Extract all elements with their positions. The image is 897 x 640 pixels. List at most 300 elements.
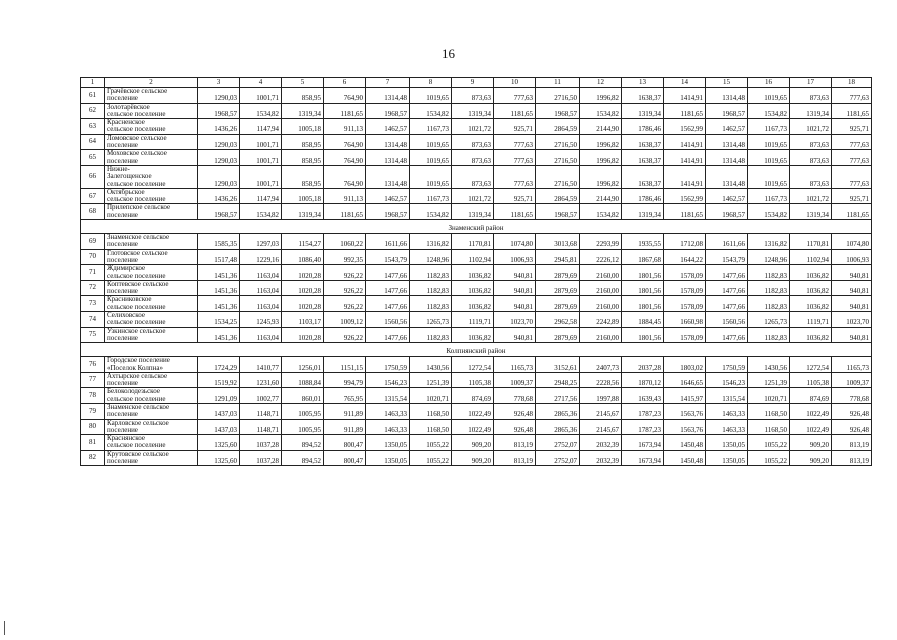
column-number-row — [81, 78, 872, 88]
tariff-value: 926,22 — [324, 327, 366, 343]
settlement-name-line: Грачёвское сельское — [107, 87, 168, 95]
column-header: 9 — [452, 78, 494, 88]
tariff-value: 1019,65 — [748, 134, 790, 150]
settlement-name — [105, 357, 198, 373]
row-number: 67 — [81, 188, 105, 204]
settlement-name-line: поселение — [107, 425, 138, 434]
tariff-value: 2160,00 — [580, 280, 622, 296]
tariff-value: 1319,34 — [282, 103, 324, 119]
table-row — [81, 450, 872, 466]
tariff-value: 894,52 — [282, 450, 324, 466]
tariff-value: 1646,65 — [664, 372, 706, 388]
tariff-value: 1534,82 — [748, 103, 790, 119]
column-header: 1 — [81, 78, 105, 88]
settlement-name-line: «Поселок Колпна» — [107, 363, 163, 372]
tariff-value: 1231,60 — [240, 372, 282, 388]
tariff-value: 1009,12 — [324, 312, 366, 328]
tariff-value: 1181,65 — [494, 103, 536, 119]
tariff-value: 1319,34 — [790, 204, 832, 220]
tariff-value: 764,90 — [324, 165, 366, 188]
settlement-name-line: сельское поселение — [107, 179, 166, 188]
tariff-value: 1245,93 — [240, 312, 282, 328]
row-number: 75 — [81, 327, 105, 343]
tariff-value: 1019,65 — [748, 88, 790, 104]
table-row — [81, 388, 872, 404]
tariff-value: 1477,66 — [366, 296, 410, 312]
table-row — [81, 265, 872, 281]
tariff-value: 1086,40 — [282, 249, 324, 265]
tariff-table — [80, 77, 872, 466]
tariff-value: 1451,36 — [198, 265, 240, 281]
tariff-value: 1181,65 — [494, 204, 536, 220]
tariff-value: 1256,01 — [282, 357, 324, 373]
tariff-value: 1477,66 — [366, 327, 410, 343]
tariff-value: 1102,94 — [452, 249, 494, 265]
tariff-value: 1517,48 — [198, 249, 240, 265]
tariff-value: 1543,79 — [366, 249, 410, 265]
tariff-value: 1105,38 — [452, 372, 494, 388]
tariff-value: 1996,82 — [580, 88, 622, 104]
column-header: 16 — [748, 78, 790, 88]
tariff-value: 1578,09 — [664, 327, 706, 343]
tariff-value: 1543,79 — [706, 249, 748, 265]
tariff-value: 777,63 — [832, 134, 872, 150]
settlement-name-line: поселение — [107, 94, 138, 103]
tariff-value: 777,63 — [832, 150, 872, 166]
tariff-value: 1786,46 — [622, 188, 664, 204]
tariff-value: 777,63 — [832, 165, 872, 188]
column-header: 3 — [198, 78, 240, 88]
tariff-value: 1801,56 — [622, 296, 664, 312]
tariff-value: 1151,15 — [324, 357, 366, 373]
tariff-value: 1182,83 — [410, 327, 452, 343]
tariff-value: 2144,90 — [580, 119, 622, 135]
tariff-value: 858,95 — [282, 88, 324, 104]
tariff-value: 1001,71 — [240, 165, 282, 188]
tariff-value: 1272,54 — [790, 357, 832, 373]
tariff-value: 1325,60 — [198, 450, 240, 466]
tariff-value: 2032,39 — [580, 450, 622, 466]
tariff-value: 940,81 — [494, 296, 536, 312]
tariff-value: 1005,95 — [282, 419, 324, 435]
settlement-name-line: Золотарёвское — [107, 103, 150, 111]
table-row — [81, 403, 872, 419]
tariff-value: 1001,71 — [240, 150, 282, 166]
row-number: 73 — [81, 296, 105, 312]
tariff-value: 1314,48 — [366, 88, 410, 104]
tariff-value: 1968,57 — [536, 204, 580, 220]
tariff-value: 860,01 — [282, 388, 324, 404]
tariff-value: 1462,57 — [706, 119, 748, 135]
tariff-value: 2160,00 — [580, 296, 622, 312]
tariff-value: 1021,72 — [452, 119, 494, 135]
tariff-value: 873,63 — [790, 150, 832, 166]
tariff-value: 2716,50 — [536, 165, 580, 188]
tariff-value: 1314,48 — [366, 150, 410, 166]
column-header: 18 — [832, 78, 872, 88]
row-number: 71 — [81, 265, 105, 281]
tariff-value: 1477,66 — [366, 280, 410, 296]
tariff-value: 1037,28 — [240, 450, 282, 466]
tariff-value: 1036,82 — [452, 280, 494, 296]
settlement-name-line: сельское поселение — [107, 271, 166, 280]
row-number: 63 — [81, 119, 105, 135]
tariff-value: 1430,56 — [410, 357, 452, 373]
row-number: 80 — [81, 419, 105, 435]
column-header: 7 — [366, 78, 410, 88]
table-row — [81, 188, 872, 204]
tariff-value: 813,19 — [494, 450, 536, 466]
tariff-value: 1019,65 — [748, 165, 790, 188]
tariff-value: 1036,82 — [452, 265, 494, 281]
tariff-value: 1350,05 — [706, 435, 748, 451]
tariff-value: 1462,57 — [366, 119, 410, 135]
tariff-value: 1290,03 — [198, 150, 240, 166]
tariff-value: 1165,73 — [832, 357, 872, 373]
row-number: 62 — [81, 103, 105, 119]
tariff-value: 1724,29 — [198, 357, 240, 373]
settlement-name — [105, 150, 198, 166]
row-number: 72 — [81, 280, 105, 296]
tariff-value: 926,22 — [324, 296, 366, 312]
tariff-value: 1867,68 — [622, 249, 664, 265]
tariff-value: 858,95 — [282, 134, 324, 150]
tariff-value: 1105,38 — [790, 372, 832, 388]
row-number: 64 — [81, 134, 105, 150]
settlement-name-line: Коптевское сельское — [107, 280, 169, 288]
settlement-name-line: поселение — [107, 457, 138, 466]
tariff-value: 1319,34 — [622, 204, 664, 220]
tariff-value: 1611,66 — [706, 234, 748, 250]
tariff-value: 1147,94 — [240, 188, 282, 204]
column-header: 14 — [664, 78, 706, 88]
row-number: 69 — [81, 234, 105, 250]
tariff-value: 2716,50 — [536, 150, 580, 166]
tariff-value: 1997,88 — [580, 388, 622, 404]
tariff-value: 2752,07 — [536, 435, 580, 451]
district-heading: Колпнянский район — [81, 343, 872, 357]
tariff-value: 1290,03 — [198, 88, 240, 104]
tariff-value: 1168,50 — [748, 403, 790, 419]
tariff-value: 873,63 — [790, 88, 832, 104]
settlement-name — [105, 296, 198, 312]
tariff-value: 2879,69 — [536, 327, 580, 343]
settlement-name-line: сельское поселение — [107, 125, 166, 134]
tariff-value: 1534,82 — [240, 204, 282, 220]
tariff-value: 1005,18 — [282, 188, 324, 204]
tariff-value: 1534,25 — [198, 312, 240, 328]
district-heading-row — [81, 343, 872, 357]
tariff-value: 1477,66 — [706, 265, 748, 281]
settlement-name-line: поселение — [107, 287, 138, 296]
table-row — [81, 150, 872, 166]
tariff-value: 1036,82 — [452, 327, 494, 343]
settlement-name — [105, 249, 198, 265]
tariff-value: 1265,73 — [748, 312, 790, 328]
tariff-value: 873,63 — [452, 150, 494, 166]
tariff-value: 1170,81 — [452, 234, 494, 250]
tariff-value: 2716,50 — [536, 134, 580, 150]
tariff-value: 911,89 — [324, 419, 366, 435]
tariff-value: 1463,33 — [366, 419, 410, 435]
tariff-value: 1314,48 — [366, 165, 410, 188]
table-row — [81, 119, 872, 135]
tariff-value: 1290,03 — [198, 165, 240, 188]
table-row — [81, 327, 872, 343]
tariff-value: 1801,56 — [622, 327, 664, 343]
tariff-value: 1437,03 — [198, 419, 240, 435]
tariff-value: 2293,99 — [580, 234, 622, 250]
tariff-value: 1585,35 — [198, 234, 240, 250]
tariff-value: 1181,65 — [324, 204, 366, 220]
settlement-name — [105, 103, 198, 119]
tariff-value: 1968,57 — [536, 103, 580, 119]
settlement-name-line: Моховское сельское — [107, 149, 167, 158]
settlement-name-line: Селиховское — [107, 311, 145, 320]
tariff-value: 2879,69 — [536, 296, 580, 312]
tariff-value: 2160,00 — [580, 327, 622, 343]
tariff-value: 800,47 — [324, 450, 366, 466]
tariff-value: 1414,91 — [664, 88, 706, 104]
tariff-value: 858,95 — [282, 150, 324, 166]
tariff-value: 909,20 — [790, 450, 832, 466]
tariff-value: 1638,37 — [622, 88, 664, 104]
settlement-name — [105, 419, 198, 435]
tariff-value: 1638,37 — [622, 134, 664, 150]
tariff-value: 1229,16 — [240, 249, 282, 265]
tariff-value: 874,69 — [790, 388, 832, 404]
tariff-value: 1182,83 — [748, 265, 790, 281]
tariff-value: 1562,99 — [664, 119, 706, 135]
tariff-value: 1319,34 — [452, 204, 494, 220]
tariff-value: 1611,66 — [366, 234, 410, 250]
row-number: 61 — [81, 88, 105, 104]
tariff-value: 2144,90 — [580, 188, 622, 204]
tariff-value: 1001,71 — [240, 134, 282, 150]
tariff-value: 1248,96 — [748, 249, 790, 265]
tariff-value: 925,71 — [494, 188, 536, 204]
tariff-value: 1009,37 — [832, 372, 872, 388]
tariff-value: 1170,81 — [790, 234, 832, 250]
tariff-value: 1314,48 — [706, 165, 748, 188]
tariff-value: 1410,77 — [240, 357, 282, 373]
tariff-value: 1578,09 — [664, 280, 706, 296]
settlement-name-line: Знаменское сельское — [107, 403, 170, 411]
column-header: 6 — [324, 78, 366, 88]
tariff-value: 1462,57 — [366, 188, 410, 204]
tariff-value: 1181,65 — [832, 103, 872, 119]
tariff-value: 1005,18 — [282, 119, 324, 135]
tariff-value: 925,71 — [494, 119, 536, 135]
tariff-value: 1463,33 — [366, 403, 410, 419]
tariff-value: 1560,56 — [366, 312, 410, 328]
settlement-name-line: поселение — [107, 379, 138, 388]
settlement-name-line: Красненское — [107, 118, 145, 127]
tariff-value: 1251,39 — [410, 372, 452, 388]
tariff-value: 1414,91 — [664, 150, 706, 166]
tariff-value: 1119,71 — [790, 312, 832, 328]
table-row — [81, 357, 872, 373]
settlement-name-line: Октябрьское — [107, 188, 145, 196]
tariff-value: 1060,22 — [324, 234, 366, 250]
tariff-value: 1119,71 — [452, 312, 494, 328]
tariff-value: 2032,39 — [580, 435, 622, 451]
row-number: 77 — [81, 372, 105, 388]
row-number: 74 — [81, 312, 105, 328]
settlement-name-line: сельское поселение — [107, 318, 166, 327]
tariff-value: 1167,73 — [748, 188, 790, 204]
tariff-value: 1021,72 — [790, 119, 832, 135]
settlement-name-line: Карловское сельское — [107, 419, 169, 427]
scan-edge-mark — [4, 621, 5, 635]
tariff-value: 1001,71 — [240, 88, 282, 104]
tariff-value: 2948,25 — [536, 372, 580, 388]
tariff-value: 1996,82 — [580, 134, 622, 150]
tariff-value: 1102,94 — [790, 249, 832, 265]
tariff-value: 2879,69 — [536, 265, 580, 281]
tariff-value: 1182,83 — [410, 265, 452, 281]
tariff-value: 1463,33 — [706, 403, 748, 419]
column-header: 5 — [282, 78, 324, 88]
tariff-value: 1022,49 — [452, 419, 494, 435]
settlement-name-line: поселение — [107, 141, 138, 150]
district-heading: Знаменский район — [81, 220, 872, 234]
settlement-name-line: Узкинское сельское — [107, 327, 166, 335]
tariff-value: 992,35 — [324, 249, 366, 265]
settlement-name — [105, 188, 198, 204]
tariff-value: 777,63 — [494, 88, 536, 104]
settlement-name — [105, 435, 198, 451]
tariff-value: 1319,34 — [622, 103, 664, 119]
tariff-value: 1477,66 — [706, 280, 748, 296]
settlement-name-line: Ломовское сельское — [107, 134, 167, 142]
tariff-value: 1022,49 — [452, 403, 494, 419]
tariff-value: 2865,36 — [536, 419, 580, 435]
tariff-value: 1451,36 — [198, 280, 240, 296]
tariff-value: 1436,26 — [198, 119, 240, 135]
tariff-value: 1560,56 — [706, 312, 748, 328]
tariff-value: 1019,65 — [410, 88, 452, 104]
tariff-value: 911,89 — [324, 403, 366, 419]
table-row — [81, 249, 872, 265]
tariff-value: 3013,68 — [536, 234, 580, 250]
settlement-name-line: сельское поселение — [107, 109, 166, 118]
column-header: 12 — [580, 78, 622, 88]
tariff-value: 1181,65 — [832, 204, 872, 220]
tariff-value: 1165,73 — [494, 357, 536, 373]
tariff-value: 813,19 — [832, 450, 872, 466]
tariff-value: 1021,72 — [452, 188, 494, 204]
tariff-value: 2228,56 — [580, 372, 622, 388]
tariff-value: 800,47 — [324, 435, 366, 451]
tariff-value: 1870,12 — [622, 372, 664, 388]
tariff-value: 1787,23 — [622, 419, 664, 435]
table-row — [81, 103, 872, 119]
tariff-value: 1036,82 — [452, 296, 494, 312]
tariff-value: 1147,94 — [240, 119, 282, 135]
tariff-value: 925,71 — [832, 188, 872, 204]
tariff-value: 1534,82 — [410, 204, 452, 220]
settlement-name — [105, 265, 198, 281]
tariff-value: 1803,02 — [664, 357, 706, 373]
tariff-value: 1996,82 — [580, 150, 622, 166]
settlement-name-line: Глотовское сельское — [107, 249, 168, 257]
tariff-value: 940,81 — [832, 265, 872, 281]
settlement-name — [105, 327, 198, 343]
tariff-value: 1055,22 — [410, 450, 452, 466]
tariff-value: 765,95 — [324, 388, 366, 404]
tariff-value: 926,48 — [832, 403, 872, 419]
column-header: 10 — [494, 78, 536, 88]
tariff-value: 1314,48 — [706, 150, 748, 166]
column-header: 4 — [240, 78, 282, 88]
tariff-value: 1712,08 — [664, 234, 706, 250]
tariff-value: 1019,65 — [410, 150, 452, 166]
tariff-value: 1148,71 — [240, 419, 282, 435]
settlement-name — [105, 372, 198, 388]
tariff-value: 940,81 — [494, 265, 536, 281]
settlement-name-line: поселение — [107, 156, 138, 165]
tariff-value: 1534,82 — [240, 103, 282, 119]
tariff-value: 1968,57 — [198, 103, 240, 119]
tariff-value: 1291,09 — [198, 388, 240, 404]
settlement-name-line: сельское поселение — [107, 195, 166, 204]
tariff-value: 911,13 — [324, 188, 366, 204]
settlement-name-line: Нижне- — [107, 165, 130, 173]
tariff-value: 1350,05 — [706, 450, 748, 466]
settlement-name — [105, 234, 198, 250]
tariff-value: 926,48 — [494, 403, 536, 419]
tariff-value: 1272,54 — [452, 357, 494, 373]
tariff-value: 1020,71 — [748, 388, 790, 404]
tariff-value: 777,63 — [494, 134, 536, 150]
table-row — [81, 234, 872, 250]
tariff-value: 1786,46 — [622, 119, 664, 135]
tariff-value: 1163,04 — [240, 265, 282, 281]
tariff-value: 1002,77 — [240, 388, 282, 404]
tariff-value: 2879,69 — [536, 280, 580, 296]
tariff-value: 1968,57 — [366, 103, 410, 119]
tariff-value: 1055,22 — [748, 435, 790, 451]
tariff-value: 2717,56 — [536, 388, 580, 404]
settlement-name-line: Ждимирское — [107, 264, 146, 273]
settlement-name — [105, 450, 198, 466]
tariff-value: 1148,71 — [240, 403, 282, 419]
tariff-value: 1414,91 — [664, 134, 706, 150]
tariff-value: 1009,37 — [494, 372, 536, 388]
district-heading-row — [81, 220, 872, 234]
tariff-value: 1167,73 — [410, 188, 452, 204]
tariff-value: 2037,28 — [622, 357, 664, 373]
tariff-value: 1019,65 — [748, 150, 790, 166]
tariff-value: 873,63 — [790, 165, 832, 188]
tariff-value: 1578,09 — [664, 265, 706, 281]
tariff-value: 1020,28 — [282, 265, 324, 281]
tariff-value: 894,52 — [282, 435, 324, 451]
tariff-value: 778,68 — [494, 388, 536, 404]
row-number: 78 — [81, 388, 105, 404]
tariff-value: 940,81 — [494, 280, 536, 296]
tariff-value: 1314,48 — [706, 88, 748, 104]
row-number: 66 — [81, 165, 105, 188]
tariff-value: 1546,23 — [366, 372, 410, 388]
table-row — [81, 312, 872, 328]
tariff-value: 1251,39 — [748, 372, 790, 388]
table-row — [81, 280, 872, 296]
tariff-value: 1450,48 — [664, 435, 706, 451]
tariff-value: 2962,58 — [536, 312, 580, 328]
tariff-value: 1023,70 — [832, 312, 872, 328]
